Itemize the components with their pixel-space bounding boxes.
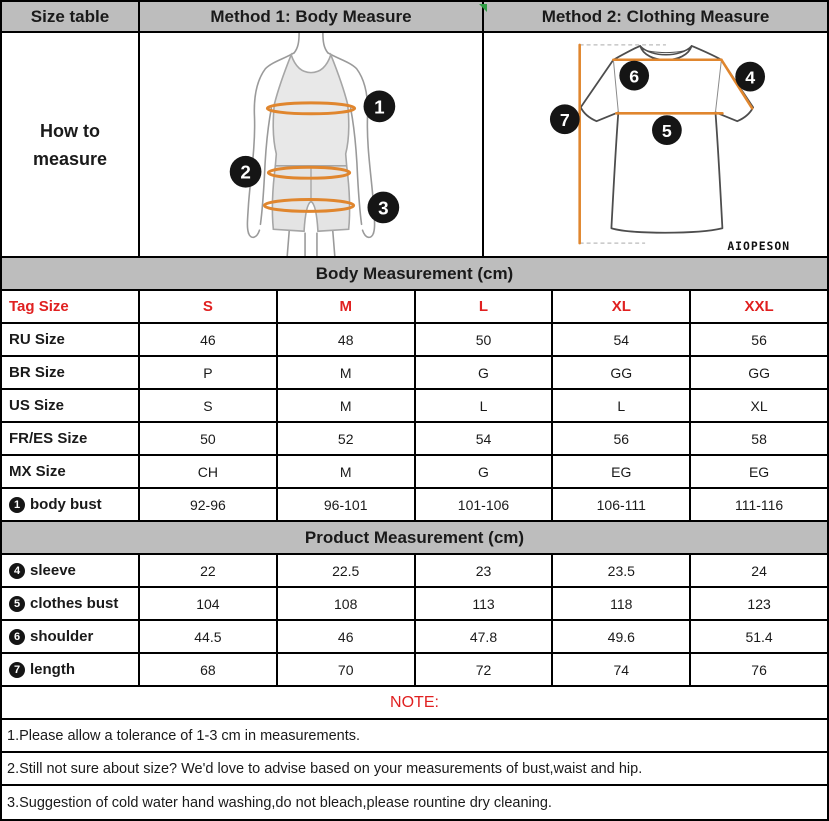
table-cell: 76 (751, 661, 767, 678)
marker-3-number: 3 (378, 197, 389, 219)
table-cell: L (416, 390, 554, 421)
table-cell: XL (553, 291, 691, 322)
table-row (2, 555, 827, 588)
table-cell: S (140, 390, 278, 421)
how-to-measure-row (2, 33, 827, 258)
table-cell: M (278, 291, 416, 322)
note-text: 2.Still not sure about size? We'd love to advise based on your measurements of bust,waist and hip. (7, 760, 643, 777)
table-cell: 72 (416, 654, 554, 685)
table-cell: XXL (744, 298, 774, 315)
body-measurement-table (2, 291, 827, 522)
table-cell: 46 (140, 324, 278, 355)
row-label (2, 456, 140, 487)
collar-inner-rim (640, 46, 692, 55)
table-cell: CH (140, 456, 278, 487)
table-cell: M (278, 390, 416, 421)
table-row (2, 654, 827, 687)
marker-6-number: 6 (629, 66, 640, 87)
table-cell: GG (553, 357, 691, 388)
product-measurement-title-row (2, 522, 827, 555)
table-cell: 22 (140, 555, 278, 586)
table-cell: 23.5 (553, 555, 691, 586)
table-cell: 50 (416, 324, 554, 355)
table-cell: 44.5 (140, 621, 278, 652)
table-cell: 46 (278, 621, 416, 652)
table-cell: 54 (553, 324, 691, 355)
row-label (2, 654, 140, 685)
how-to-line2: measure (32, 148, 108, 169)
row-label (2, 291, 140, 322)
table-cell: 48 (278, 324, 416, 355)
marker-7-number: 7 (559, 110, 570, 131)
table-cell: M (278, 456, 416, 487)
table-cell: 113 (416, 588, 554, 619)
row-label-text: FR/ES Size (9, 430, 88, 447)
table-cell: EG (748, 463, 770, 480)
table-cell: 101-106 (416, 489, 554, 520)
table-cell: 96-101 (278, 489, 416, 520)
row-label-text: RU Size (9, 331, 65, 348)
table-row (2, 291, 827, 324)
how-to-line1: How to (40, 120, 100, 141)
body-marker-2 (230, 156, 262, 188)
header-row (2, 2, 827, 33)
method1-header: Method 1: Body Measure (140, 2, 484, 31)
table-cell: 70 (278, 654, 416, 685)
marker-badge: 1 (9, 497, 25, 513)
row-label (2, 489, 140, 520)
table-cell: GG (748, 364, 770, 381)
marker-badge: 4 (9, 563, 25, 579)
table-cell: 49.6 (553, 621, 691, 652)
marker-4-number: 4 (745, 67, 756, 88)
table-cell: 50 (140, 423, 278, 454)
table-cell: XL (750, 397, 768, 414)
table-cell: G (416, 357, 554, 388)
row-label-text: body bust (30, 496, 102, 513)
table-cell: 108 (278, 588, 416, 619)
table-cell: L (416, 291, 554, 322)
table-cell: 58 (751, 430, 767, 447)
shirt-marker-4 (735, 62, 765, 92)
table-cell: 54 (416, 423, 554, 454)
row-label-text: US Size (9, 397, 65, 414)
product-measurement-title: Product Measurement (cm) (304, 527, 525, 547)
table-cell: S (140, 291, 278, 322)
tshirt-illustration (484, 33, 827, 256)
note-title: NOTE: (390, 693, 439, 711)
table-cell: 104 (140, 588, 278, 619)
note-text: 3.Suggestion of cold water hand washing,do not bleach,please rountine dry cleaning. (7, 794, 552, 811)
note-row (2, 786, 827, 819)
row-label (2, 588, 140, 619)
marker-badge: 7 (9, 662, 25, 678)
table-cell: P (140, 357, 278, 388)
size-table-header: Size table (2, 2, 140, 31)
how-to-measure-label (2, 33, 140, 256)
tank-top (273, 55, 349, 166)
body-marker-3 (367, 192, 399, 224)
table-cell: 106-111 (553, 489, 691, 520)
table-cell: 123 (747, 595, 771, 612)
body-measurement-title-row (2, 258, 827, 291)
right-hand (363, 230, 374, 237)
body-measure-illustration-cell (140, 33, 484, 256)
table-row (2, 621, 827, 654)
table-cell: 22.5 (278, 555, 416, 586)
row-label-text: MX Size (9, 463, 66, 480)
marker-2-number: 2 (240, 161, 251, 183)
body-figure-illustration (140, 33, 482, 256)
table-row (2, 456, 827, 489)
table-row (2, 324, 827, 357)
row-label (2, 555, 140, 586)
shirt-marker-6 (619, 61, 649, 91)
table-cell: 56 (751, 331, 767, 348)
row-label-text: Tag Size (9, 298, 69, 315)
table-cell: 52 (278, 423, 416, 454)
table-cell: M (278, 357, 416, 388)
table-row (2, 489, 827, 522)
neck-right-line (323, 33, 328, 53)
table-cell: 118 (553, 588, 691, 619)
marker-1-number: 1 (374, 96, 385, 118)
table-row (2, 390, 827, 423)
table-cell: 56 (553, 423, 691, 454)
row-label-text: shoulder (30, 628, 94, 645)
clothing-measure-illustration-cell (484, 33, 827, 256)
shirt-marker-7 (550, 104, 580, 134)
marker-badge: 6 (9, 629, 25, 645)
note-row (2, 720, 827, 753)
green-corner-marker (479, 4, 487, 12)
table-cell: 23 (416, 555, 554, 586)
table-cell: L (553, 390, 691, 421)
body-measurement-title: Body Measurement (cm) (315, 263, 514, 283)
marker-badge: 5 (9, 596, 25, 612)
row-label (2, 390, 140, 421)
notes-list (2, 720, 827, 819)
table-cell: 47.8 (416, 621, 554, 652)
brand-text: AIOPESON (727, 239, 791, 254)
table-row (2, 357, 827, 390)
table-row (2, 423, 827, 456)
table-cell: EG (553, 456, 691, 487)
table-cell: 51.4 (745, 628, 773, 645)
row-label (2, 423, 140, 454)
note-text: 1.Please allow a tolerance of 1-3 cm in measurements. (7, 727, 361, 744)
row-label-text: sleeve (30, 562, 76, 579)
table-cell: 68 (140, 654, 278, 685)
row-label-text: clothes bust (30, 595, 119, 612)
product-measurement-table (2, 555, 827, 687)
table-cell: G (416, 456, 554, 487)
note-row (2, 753, 827, 786)
row-label (2, 357, 140, 388)
row-label (2, 324, 140, 355)
row-label (2, 621, 140, 652)
shirt-marker-5 (652, 115, 682, 145)
body-marker-1 (364, 90, 396, 122)
table-cell: 92-96 (140, 489, 278, 520)
left-leg-outer (287, 231, 289, 256)
table-cell: 74 (553, 654, 691, 685)
table-cell: 111-116 (734, 496, 784, 513)
marker-5-number: 5 (661, 121, 672, 142)
left-hand (249, 230, 260, 237)
table-row (2, 588, 827, 621)
table-cell: 24 (751, 562, 767, 579)
method2-header: Method 2: Clothing Measure (541, 6, 770, 26)
note-title-row (2, 687, 827, 720)
neck-left-line (294, 33, 299, 53)
row-label-text: length (30, 661, 75, 678)
right-leg-outer (333, 231, 335, 256)
row-label-text: BR Size (9, 364, 65, 381)
